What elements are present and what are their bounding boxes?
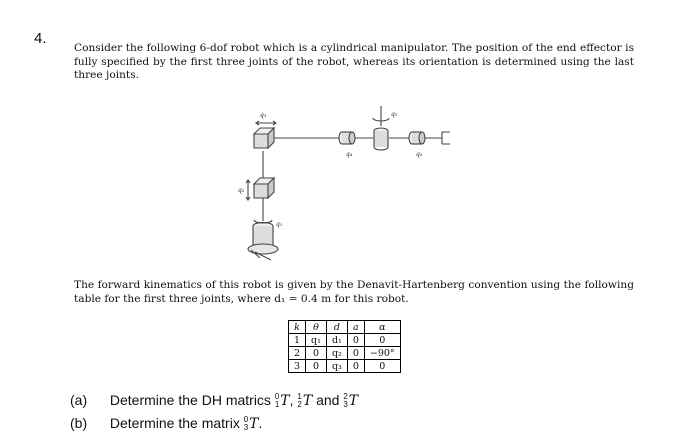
matrix-sub: 2 bbox=[297, 400, 302, 410]
label-q1: q₁ bbox=[276, 221, 283, 228]
part-b-text: Determine the matrix bbox=[109, 415, 240, 431]
label-q4: q₄ bbox=[346, 151, 353, 158]
matrix-sub: 1 bbox=[274, 400, 280, 410]
label-q3: q₃ bbox=[260, 112, 267, 119]
matrix-symbol: T bbox=[249, 416, 259, 432]
matrix-0-1 bbox=[275, 392, 290, 408]
table-cell: 0 bbox=[347, 360, 364, 373]
intro-paragraph: Consider the following 6-dof robot which is a cylindrical manipulator. The position of the end effector is fully specified by the first three joints of the robot, whereas its orientation is determined using the last three joints. bbox=[74, 42, 634, 81]
forward-kinematics-paragraph: The forward kinematics of this robot is given by the Denavit-Hartenberg convention using the following table for the first three joints, where d₁ = 0.4 m for this robot. bbox=[74, 279, 634, 305]
table-cell: 1 bbox=[289, 334, 306, 347]
table-cell: 0 bbox=[364, 334, 400, 347]
robot-figure bbox=[230, 96, 470, 276]
part-a-label: (a) bbox=[70, 392, 88, 408]
table-cell: q₃ bbox=[326, 360, 347, 373]
matrix-sub: 3 bbox=[343, 400, 348, 410]
table-cell: 0 bbox=[347, 347, 364, 360]
label-q6: q₆ bbox=[416, 151, 423, 158]
table-row bbox=[289, 347, 401, 360]
part-a-and: and bbox=[316, 392, 340, 408]
label-q5: q₅ bbox=[391, 111, 398, 118]
matrix-sup: 2 bbox=[343, 392, 348, 402]
dh-header-cell: a bbox=[347, 321, 364, 334]
matrix-sup: 1 bbox=[297, 392, 302, 402]
question-number: 4. bbox=[34, 30, 47, 47]
part-a-text: Determine the DH matrics bbox=[109, 392, 271, 408]
table-cell: 0 bbox=[347, 334, 364, 347]
prismatic-joint-q3 bbox=[254, 121, 276, 148]
label-q2: q₂ bbox=[238, 187, 245, 194]
table-cell: 0 bbox=[306, 360, 327, 373]
base-joint bbox=[248, 223, 278, 261]
prismatic-joint-q2 bbox=[246, 178, 274, 200]
dh-header-cell: k bbox=[289, 321, 306, 334]
dh-header-cell: θ bbox=[306, 321, 327, 334]
matrix-sub: 3 bbox=[243, 423, 249, 433]
table-row bbox=[289, 334, 401, 347]
table-cell: 0 bbox=[364, 360, 400, 373]
matrix-sup: 0 bbox=[243, 415, 249, 425]
matrix-0-3 bbox=[244, 415, 259, 431]
matrix-sup: 0 bbox=[274, 392, 280, 402]
dh-parameter-table bbox=[288, 320, 401, 373]
dh-header-cell: α bbox=[364, 321, 400, 334]
part-b: (b) Determine the matrix 0 3 T. bbox=[70, 415, 263, 433]
part-b-label: (b) bbox=[70, 415, 88, 431]
table-cell: q₂ bbox=[326, 347, 347, 360]
dh-header-row bbox=[289, 321, 401, 334]
matrix-symbol: T bbox=[280, 393, 290, 409]
table-cell: −90° bbox=[364, 347, 400, 360]
matrix-1-2 bbox=[297, 392, 312, 408]
part-a: (a) Determine the DH matrics 0 1 T, 1 2 T and 2 3 T bbox=[70, 392, 359, 410]
wrist-joint-q5 bbox=[373, 106, 389, 150]
matrix-2-3 bbox=[343, 392, 358, 408]
table-cell: 2 bbox=[289, 347, 306, 360]
matrix-symbol: T bbox=[348, 393, 359, 409]
dh-header-cell: d bbox=[326, 321, 347, 334]
table-cell: 3 bbox=[289, 360, 306, 373]
gripper-icon bbox=[442, 132, 450, 144]
table-cell: 0 bbox=[306, 347, 327, 360]
table-cell: q₁ bbox=[306, 334, 327, 347]
table-row bbox=[289, 360, 401, 373]
wrist-joint-q6 bbox=[409, 132, 425, 144]
table-cell: d₁ bbox=[326, 334, 347, 347]
wrist-joint-q4 bbox=[339, 132, 355, 144]
matrix-symbol: T bbox=[302, 393, 313, 409]
